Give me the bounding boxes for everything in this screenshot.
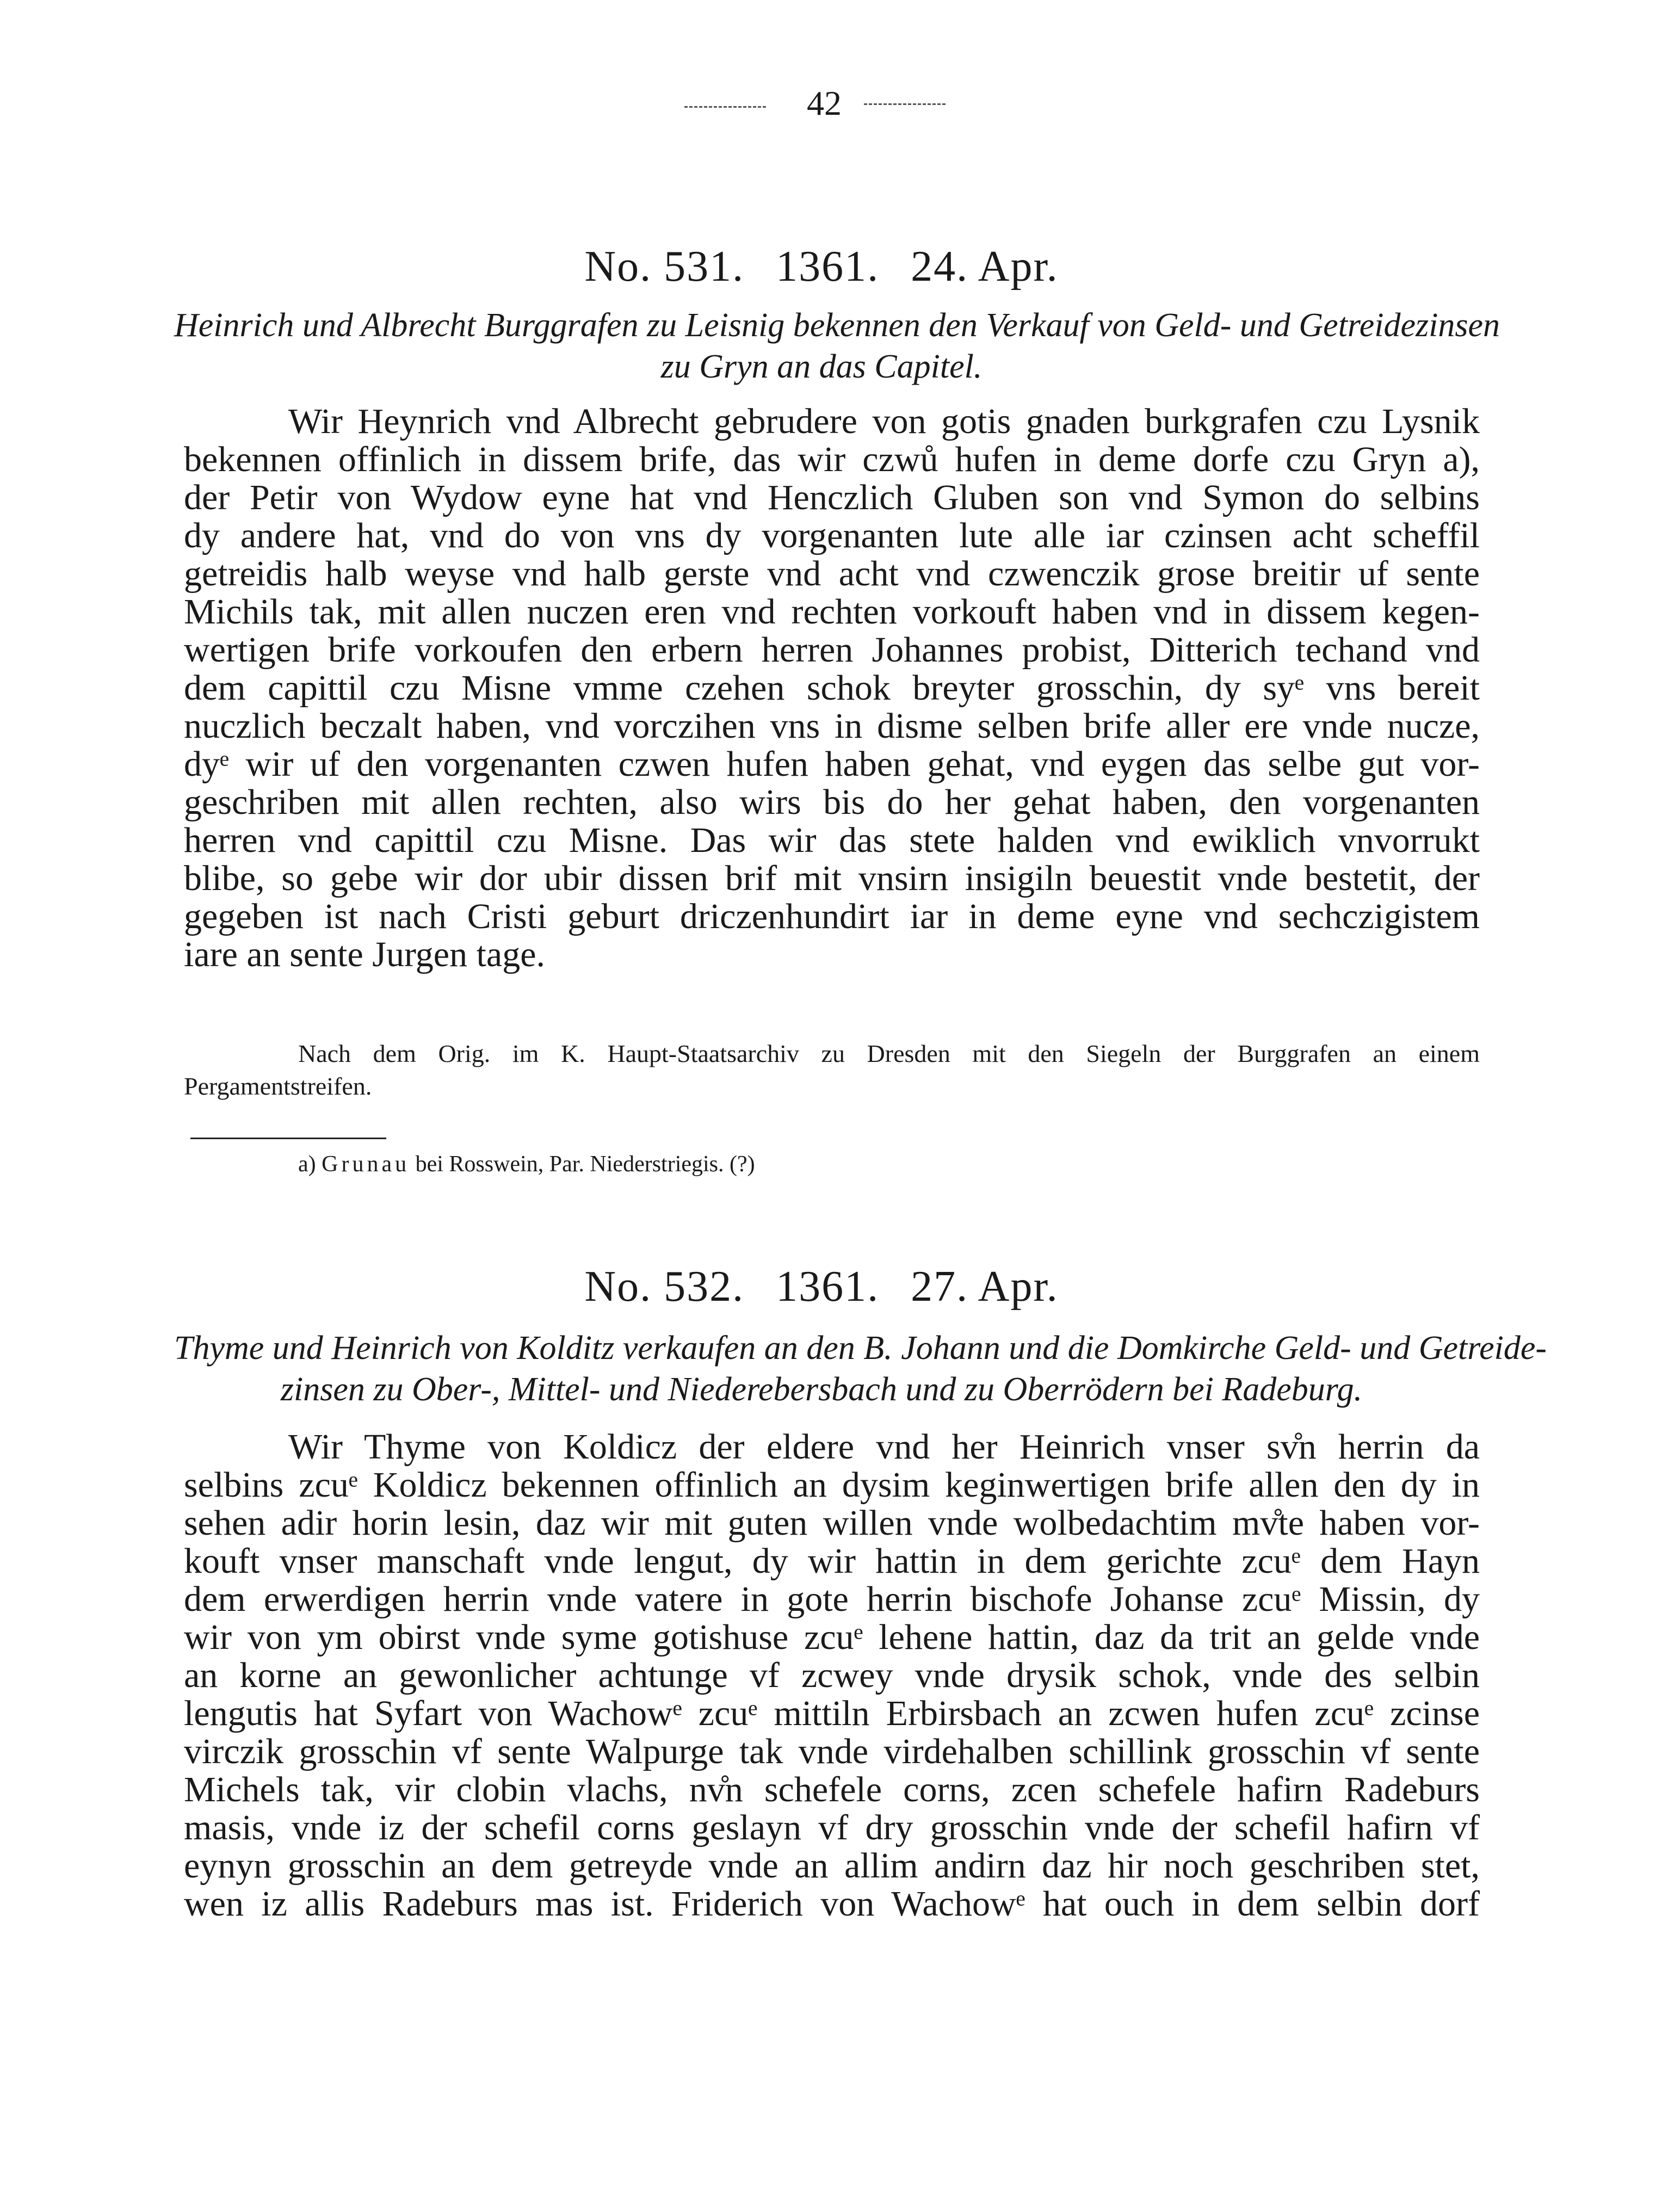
footnote-text: bei Rosswein, Par. Niederstriegis. (?) xyxy=(415,1152,755,1177)
regest-line: zu Gryn an das Capitel. xyxy=(660,348,983,385)
text-line: gegeben ist nach Cristi geburt driczenhundirt iar in deme eyne vnd sechczigistem xyxy=(184,897,1480,936)
source-note-line: Nach dem Orig. im K. Haupt-Staatsarchiv zu Dresden mit den Siegeln der Burggrafen an einem xyxy=(298,1040,1480,1067)
text-line: dyᵉ wir uf den vorgenanten czwen hufen haben gehat, vnd eygen das selbe gut vor- xyxy=(184,744,1480,784)
text-line: eynyn grosschin an dem getreyde vnde an allim andirn daz hir noch geschriben stet, xyxy=(184,1846,1480,1886)
document-number: No. 532. xyxy=(584,1263,745,1311)
document-heading-532 xyxy=(180,1259,1463,1314)
text-line: nuczlich beczalt haben, vnd vorczihen vns in disme selben brife aller ere vnde nucze, xyxy=(184,706,1480,746)
text-line: dy andere hat, vnd do von vns dy vorgenanten lute alle iar czinsen acht scheffil xyxy=(184,516,1480,555)
text-line: bekennen offinlich in dissem brife, das wir czwů hufen in deme dorfe czu Gryn a), xyxy=(184,440,1480,479)
text-line: wen iz allis Radeburs mas ist. Friderich von Wachowᵉ hat ouch in dem selbin dorf xyxy=(184,1884,1480,1924)
regest-line: zinsen zu Ober-, Mittel- und Niederebersbach und zu Oberrödern bei Radeburg. xyxy=(280,1371,1363,1408)
text-line: Michels tak, vir clobin vlachs, nv̊n schefele corns, zcen schefele hafirn Radeburs xyxy=(184,1770,1480,1809)
text-line: selbins zcuᵉ Koldicz bekennen offinlich an dysim keginwertigen brife allen den dy in xyxy=(184,1465,1480,1505)
regest-532 xyxy=(174,1327,1547,1410)
document-date: 24. Apr. xyxy=(911,243,1059,291)
footnote-rule xyxy=(190,1138,386,1139)
document-year: 1361. xyxy=(776,1263,880,1311)
text-line: geschriben mit allen rechten, also wirs bis do her gehat haben, den vorgenanten xyxy=(184,782,1480,822)
text-line: kouft vnser manschaft vnde lengut, dy wir hattin in dem gerichte zcuᵉ dem Hayn xyxy=(184,1541,1480,1581)
text-line: an korne an gewonlicher achtunge vf zcwey vnde drysik schok, vnde des selbin xyxy=(184,1655,1480,1695)
regest-line: Heinrich und Albrecht Burggrafen zu Leisnig bekennen den Verkauf von Geld- und Getreidezinsen xyxy=(174,307,1500,344)
document-date: 27. Apr. xyxy=(911,1263,1059,1311)
page-number-rule-left xyxy=(684,106,766,108)
text-line: sehen adir horin lesin, daz wir mit guten willen vnde wolbedachtim mv̊te haben vor- xyxy=(184,1503,1480,1543)
text-line: der Petir von Wydow eyne hat vnd Henczlich Gluben son vnd Symon do selbins xyxy=(184,478,1480,517)
text-line: Wir Thyme von Koldicz der eldere vnd her Heinrich vnser sv̊n herrin da xyxy=(288,1427,1480,1467)
page-number-rule-right xyxy=(864,103,946,105)
footnote-marker: a) xyxy=(298,1152,316,1177)
text-line: masis, vnde iz der schefil corns geslayn vf dry grosschin vnde der schefil hafirn vf xyxy=(184,1808,1480,1848)
text-line: dem erwerdigen herrin vnde vatere in gote herrin bischofe Johanse zcuᵉ Missin, dy xyxy=(184,1579,1480,1619)
text-line: dem capittil czu Misne vmme czehen schok breyter grosschin, dy syᵉ vns bereit xyxy=(184,668,1480,708)
regest-line: Thyme und Heinrich von Kolditz verkaufen an den B. Johann und die Domkirche Geld- und Getreide- xyxy=(174,1330,1547,1367)
text-line: lengutis hat Syfart von Wachowᵉ zcuᵉ mittiln Erbirsbach an zcwen hufen zcuᵉ zcinse xyxy=(184,1694,1480,1733)
text-line: Michils tak, mit allen nuczen eren vnd rechten vorkouft haben vnd in dissem kegen- xyxy=(184,592,1480,632)
document-year: 1361. xyxy=(776,243,880,291)
page-number: 42 xyxy=(807,84,842,122)
text-line: wir von ym obirst vnde syme gotishuse zcuᵉ lehene hattin, daz da trit an gelde vnde xyxy=(184,1617,1480,1657)
text-line: getreidis halb weyse vnd halb gerste vnd acht vnd czwenczik grose breitir uf sente xyxy=(184,554,1480,594)
text-line: wertigen brife vorkoufen den erbern herren Johannes probist, Ditterich techand vnd xyxy=(184,630,1480,670)
text-line: Wir Heynrich vnd Albrecht gebrudere von gotis gnaden burkgrafen czu Lysnik xyxy=(288,401,1480,441)
text-line: virczik grosschin vf sente Walpurge tak vnde virdehalben schillink grosschin vf sente xyxy=(184,1732,1480,1771)
footnote-place: Grunau xyxy=(322,1152,410,1177)
footnote xyxy=(298,1148,1169,1181)
text-line: herren vnd capittil czu Misne. Das wir das stete halden vnd ewiklich vnvorrukt xyxy=(184,820,1480,860)
document-number: No. 531. xyxy=(584,243,745,291)
text-line: blibe, so gebe wir dor ubir dissen brif mit vnsirn insigiln beuestit vnde bestetit, der xyxy=(184,858,1480,898)
text-line: iare an sente Jurgen tage. xyxy=(184,935,545,974)
regest-531 xyxy=(174,305,1500,387)
document-heading-531 xyxy=(180,239,1463,294)
source-note-line: Pergamentstreifen. xyxy=(184,1072,372,1100)
